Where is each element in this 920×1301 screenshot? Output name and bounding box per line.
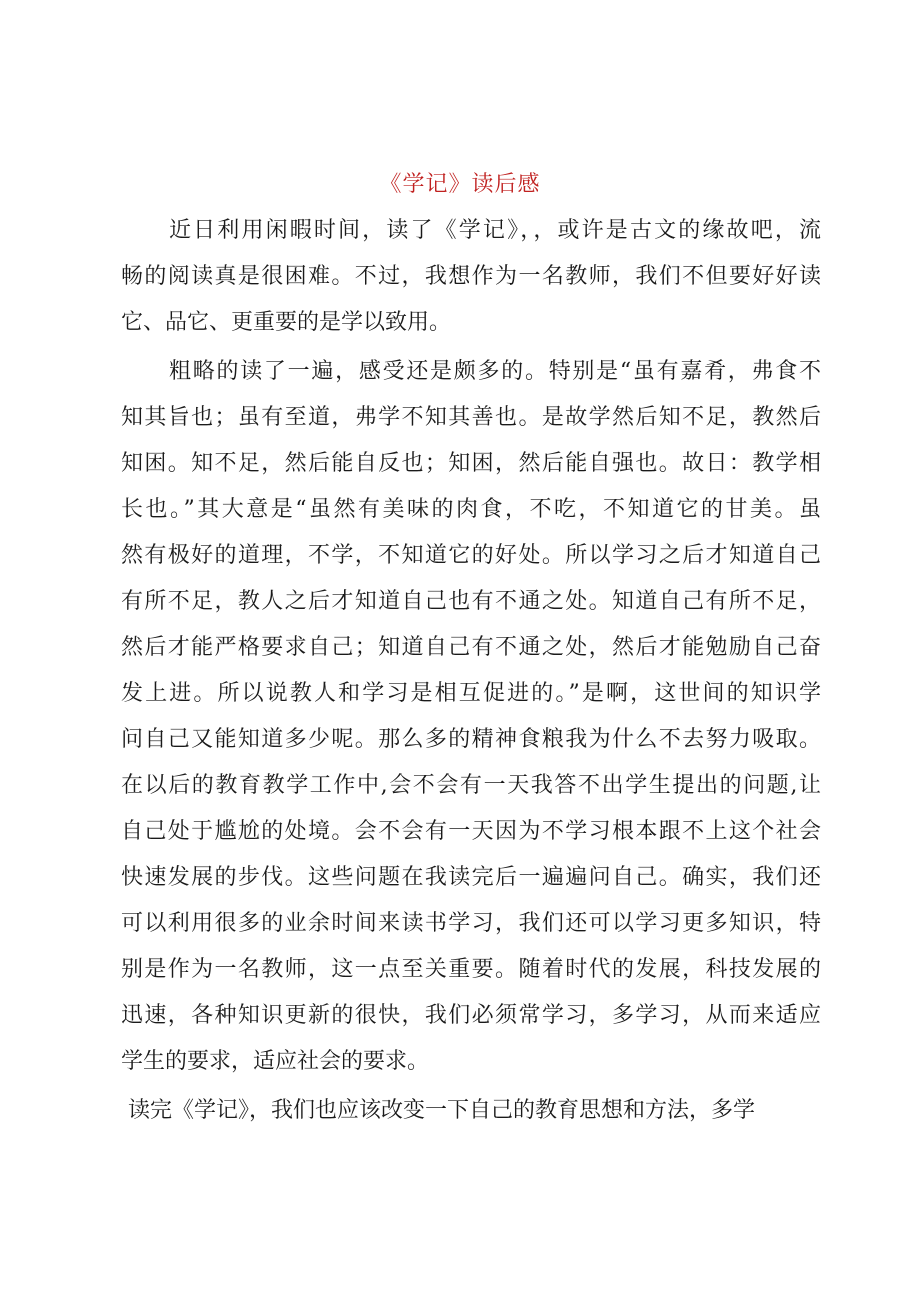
paragraph-line: 发上进。所以说教人和学习是相互促进的。”是啊，这世间的知识学 xyxy=(121,681,821,706)
paragraph-line: 别是作为一名教师，这一点至关重要。随着时代的发展，科技发展的 xyxy=(121,957,821,982)
paragraph-line: 知困。知不足，然后能自反也；知困，然后能自强也。故日：教学相 xyxy=(121,451,821,476)
paragraph-line: 长也。”其大意是“虽然有美味的肉食，不吃，不知道它的甘美。虽 xyxy=(121,497,821,522)
paragraph-line: 畅的阅读真是很困难。不过，我想作为一名教师，我们不但要好好读 xyxy=(121,264,821,289)
paragraph-line: 迅速，各种知识更新的很快，我们必须常学习，多学习，从而来适应 xyxy=(121,1003,821,1028)
paragraph-line: 学生的要求，适应社会的要求。 xyxy=(121,1049,430,1074)
paragraph-line: 在以后的教育教学工作中,会不会有一天我答不出学生提出的问题,让 xyxy=(121,773,821,798)
paragraph-line: 然后才能严格要求自己；知道自己有不通之处，然后才能勉励自己奋 xyxy=(121,635,821,660)
paragraph-line: 有所不足，教人之后才知道自己也有不通之处。知道自己有所不足， xyxy=(121,589,821,614)
paragraph-line: 粗略的读了一遍，感受还是颇多的。特别是“虽有嘉肴，弗食不 xyxy=(169,359,821,384)
paragraph-line: 快速发展的步伐。这些问题在我读完后一遍遍问自己。确实，我们还 xyxy=(121,865,821,890)
paragraph-line: 问自己又能知道多少呢。那么多的精神食粮我为什么不去努力吸取。 xyxy=(121,727,821,752)
paragraph-line: 它、品它、更重要的是学以致用。 xyxy=(121,310,452,335)
document-title: 《学记》读后感 xyxy=(379,172,541,197)
paragraph-line: 可以利用很多的业余时间来读书学习，我们还可以学习更多知识，特 xyxy=(121,911,821,936)
paragraph-line: 读完《学记》，我们也应该改变一下自己的教育思想和方法，多学 xyxy=(128,1098,756,1123)
paragraph-line: 知其旨也；虽有至道，弗学不知其善也。是故学然后知不足，教然后 xyxy=(121,405,821,430)
paragraph-line: 然有极好的道理，不学，不知道它的好处。所以学习之后才知道自己 xyxy=(121,543,821,568)
paragraph-line: 自己处于尴尬的处境。会不会有一天因为不学习根本跟不上这个社会 xyxy=(121,819,821,844)
paragraph-line: 近日利用闲暇时间，读了《学记》，，或许是古文的缘故吧，流 xyxy=(169,218,821,243)
